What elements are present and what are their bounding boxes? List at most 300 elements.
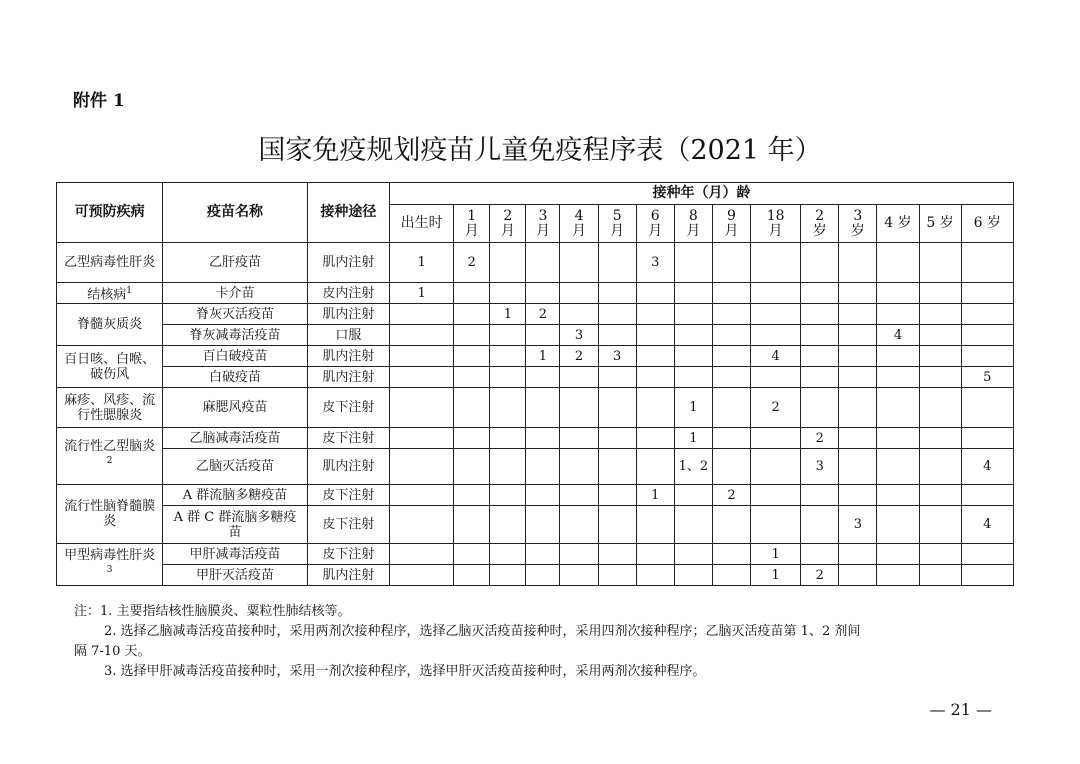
age-label-part: 岁 — [850, 222, 865, 239]
header-age-group: 接种年（月）龄 — [389, 183, 1013, 205]
dose-cell — [919, 243, 961, 283]
table-row — [57, 428, 1014, 449]
dose-cell — [389, 485, 453, 506]
dose-cell — [454, 304, 490, 325]
table-row — [57, 449, 1014, 485]
dose-cell — [490, 388, 526, 428]
dose-cell — [490, 428, 526, 449]
dose-cell: 1 — [751, 544, 801, 565]
table-row — [57, 485, 1014, 506]
dose-cell — [877, 565, 919, 586]
route-cell: 肌内注射 — [307, 346, 389, 367]
dose-cell: 3 — [801, 449, 839, 485]
disease-cell — [57, 544, 163, 586]
dose-cell — [839, 325, 877, 346]
dose-cell: 1 — [636, 485, 674, 506]
vaccine-name: 乙肝疫苗 — [163, 243, 307, 283]
age-header — [526, 205, 560, 243]
dose-cell — [712, 565, 750, 586]
dose-cell — [712, 506, 750, 544]
dose-cell — [801, 325, 839, 346]
dose-cell — [877, 506, 919, 544]
dose-cell — [454, 565, 490, 586]
age-header — [801, 205, 839, 243]
dose-cell — [389, 544, 453, 565]
dose-cell — [454, 485, 490, 506]
dose-cell — [839, 346, 877, 367]
dose-cell — [877, 449, 919, 485]
route-cell: 皮下注射 — [307, 428, 389, 449]
dose-cell — [598, 367, 636, 388]
dose-cell — [598, 485, 636, 506]
disease-cell — [57, 243, 163, 283]
footnotes — [74, 602, 1014, 682]
dose-cell — [526, 506, 560, 544]
dose-cell — [454, 346, 490, 367]
dose-cell — [751, 506, 801, 544]
table-row — [57, 367, 1014, 388]
dose-cell — [712, 304, 750, 325]
dose-cell — [598, 506, 636, 544]
dose-cell — [961, 304, 1013, 325]
dose-cell — [751, 428, 801, 449]
dose-cell: 1、2 — [674, 449, 712, 485]
age-label-part: 3 — [538, 207, 548, 224]
route-cell: 口服 — [307, 325, 389, 346]
dose-cell: 1 — [751, 565, 801, 586]
dose-cell — [526, 449, 560, 485]
vaccine-name: A 群 C 群流脑多糖疫苗 — [163, 506, 307, 544]
vaccine-name: 白破疫苗 — [163, 367, 307, 388]
disease-cell — [57, 485, 163, 544]
age-label-part: 8 — [688, 207, 698, 224]
route-cell: 皮下注射 — [307, 388, 389, 428]
dose-cell — [712, 325, 750, 346]
footnote-2: 2. 选择乙脑减毒活疫苗接种时，采用两剂次接种程序，选择乙脑灭活疫苗接种时，采用四剂次接种程序；乙脑灭活疫苗第 1、2 剂间 — [104, 624, 861, 639]
dose-cell — [839, 544, 877, 565]
age-label-part: 6 — [650, 207, 660, 224]
age-label-part: 5 — [612, 207, 622, 224]
dose-cell — [454, 506, 490, 544]
table-row — [57, 325, 1014, 346]
dose-cell: 2 — [454, 243, 490, 283]
table-row — [57, 346, 1014, 367]
dose-cell — [877, 367, 919, 388]
age-header — [961, 205, 1013, 243]
dose-cell — [839, 485, 877, 506]
age-header — [598, 205, 636, 243]
dose-cell — [919, 325, 961, 346]
dose-cell — [919, 506, 961, 544]
dose-cell — [839, 449, 877, 485]
vaccine-name: 麻腮风疫苗 — [163, 388, 307, 428]
dose-cell — [919, 367, 961, 388]
age-header — [454, 205, 490, 243]
dose-cell — [751, 325, 801, 346]
dose-cell: 2 — [526, 304, 560, 325]
dose-cell — [598, 243, 636, 283]
age-header — [490, 205, 526, 243]
dose-cell — [674, 346, 712, 367]
dose-cell — [454, 367, 490, 388]
dose-cell — [526, 544, 560, 565]
dose-cell — [919, 346, 961, 367]
age-header — [839, 205, 877, 243]
disease-cell — [57, 283, 163, 304]
footnote-ref: 3 — [106, 564, 113, 575]
dose-cell — [751, 449, 801, 485]
dose-cell — [961, 428, 1013, 449]
dose-cell — [674, 243, 712, 283]
route-cell: 肌内注射 — [307, 565, 389, 586]
dose-cell — [636, 388, 674, 428]
age-label-part: 月 — [464, 222, 479, 239]
dose-cell — [389, 367, 453, 388]
disease-cell — [57, 304, 163, 346]
table-row — [57, 283, 1014, 304]
dose-cell — [674, 506, 712, 544]
age-label-part: 月 — [724, 222, 739, 239]
dose-cell — [560, 304, 598, 325]
dose-cell — [712, 367, 750, 388]
dose-cell — [712, 243, 750, 283]
disease-name: 百日咳、白喉、破伤风 — [64, 351, 156, 382]
dose-cell — [674, 565, 712, 586]
vaccine-name: 卡介苗 — [163, 283, 307, 304]
dose-cell — [598, 544, 636, 565]
dose-cell: 4 — [961, 449, 1013, 485]
dose-cell — [490, 485, 526, 506]
dose-cell — [389, 346, 453, 367]
dose-cell — [454, 449, 490, 485]
table-row — [57, 565, 1014, 586]
footnote-1: 注：1. 主要指结核性脑膜炎、粟粒性肺结核等。 — [74, 604, 351, 619]
dose-cell — [801, 544, 839, 565]
dose-cell — [839, 243, 877, 283]
age-header — [919, 205, 961, 243]
route-cell: 肌内注射 — [307, 449, 389, 485]
dose-cell — [636, 428, 674, 449]
dose-cell — [712, 346, 750, 367]
attachment-label: 附件 1 — [73, 91, 125, 111]
dose-cell — [801, 506, 839, 544]
dose-cell — [560, 243, 598, 283]
age-label-part: 月 — [535, 222, 550, 239]
dose-cell — [490, 243, 526, 283]
dose-cell — [490, 565, 526, 586]
dose-cell — [712, 449, 750, 485]
dose-cell — [636, 325, 674, 346]
dose-cell — [877, 485, 919, 506]
footnote-ref: 1 — [126, 285, 133, 296]
age-label-part: 月 — [610, 222, 625, 239]
dose-cell — [526, 367, 560, 388]
age-label-part: 月 — [572, 222, 587, 239]
page-title: 国家免疫规划疫苗儿童免疫程序表（2021 年） — [258, 135, 822, 166]
vaccine-name: 百白破疫苗 — [163, 346, 307, 367]
dose-cell — [712, 388, 750, 428]
dose-cell — [674, 485, 712, 506]
dose-cell — [560, 565, 598, 586]
dose-cell — [961, 283, 1013, 304]
dose-cell: 1 — [674, 428, 712, 449]
dose-cell — [454, 428, 490, 449]
dose-cell — [560, 544, 598, 565]
dose-cell — [961, 388, 1013, 428]
immunization-schedule-table — [56, 182, 1014, 586]
footnote-3: 3. 选择甲肝减毒活疫苗接种时，采用一剂次接种程序，选择甲肝灭活疫苗接种时，采用两剂次接种程序。 — [104, 664, 706, 679]
vaccine-name: 乙脑减毒活疫苗 — [163, 428, 307, 449]
footnote-ref: 2 — [106, 456, 113, 467]
disease-cell — [57, 388, 163, 428]
table-row — [57, 388, 1014, 428]
vaccine-name: 甲肝减毒活疫苗 — [163, 544, 307, 565]
disease-name: 乙型病毒性肝炎 — [64, 255, 156, 270]
dose-cell — [389, 304, 453, 325]
age-label-part: 18 — [766, 207, 785, 224]
dose-cell — [674, 367, 712, 388]
dose-cell — [389, 565, 453, 586]
disease-name: 麻疹、风疹、流行性腮腺炎 — [64, 392, 156, 423]
dose-cell — [454, 283, 490, 304]
age-header — [674, 205, 712, 243]
dose-cell — [877, 544, 919, 565]
dose-cell — [919, 544, 961, 565]
dose-cell: 3 — [560, 325, 598, 346]
dose-cell — [801, 243, 839, 283]
dose-cell: 2 — [751, 388, 801, 428]
dose-cell — [839, 304, 877, 325]
header-vaccine: 疫苗名称 — [163, 183, 307, 243]
dose-cell — [598, 283, 636, 304]
dose-cell: 3 — [598, 346, 636, 367]
vaccine-name: 脊灰减毒活疫苗 — [163, 325, 307, 346]
dose-cell — [712, 283, 750, 304]
dose-cell — [560, 449, 598, 485]
dose-cell — [877, 346, 919, 367]
dose-cell — [636, 565, 674, 586]
dose-cell — [801, 485, 839, 506]
age-label-part: 9 — [727, 207, 736, 224]
dose-cell — [490, 283, 526, 304]
dose-cell: 4 — [751, 346, 801, 367]
age-header — [877, 205, 919, 243]
dose-cell — [839, 388, 877, 428]
age-label-part: 出生时 — [400, 215, 443, 231]
dose-cell: 5 — [961, 367, 1013, 388]
age-label-part: 月 — [686, 222, 701, 239]
disease-name: 流行性乙型脑炎 — [64, 439, 156, 455]
dose-cell — [526, 325, 560, 346]
age-label-part: 2 — [503, 207, 513, 224]
dose-cell: 4 — [877, 325, 919, 346]
dose-cell — [636, 544, 674, 565]
dose-cell — [674, 304, 712, 325]
header-route: 接种途径 — [307, 183, 389, 243]
age-header — [712, 205, 750, 243]
dose-cell — [839, 428, 877, 449]
dose-cell — [636, 506, 674, 544]
vaccine-name: 脊灰灭活疫苗 — [163, 304, 307, 325]
age-label-part: 6 岁 — [973, 215, 1001, 231]
disease-cell — [57, 346, 163, 388]
vaccine-name: 甲肝灭活疫苗 — [163, 565, 307, 586]
dose-cell — [839, 565, 877, 586]
dose-cell — [674, 325, 712, 346]
age-label-part: 4 岁 — [884, 215, 912, 231]
dose-cell — [961, 243, 1013, 283]
dose-cell — [490, 449, 526, 485]
dose-cell — [490, 346, 526, 367]
dose-cell — [839, 367, 877, 388]
table-row — [57, 506, 1014, 544]
dose-cell — [560, 367, 598, 388]
dose-cell — [712, 428, 750, 449]
dose-cell — [490, 544, 526, 565]
dose-cell — [919, 428, 961, 449]
dose-cell — [636, 283, 674, 304]
dose-cell — [526, 565, 560, 586]
dose-cell — [877, 304, 919, 325]
dose-cell — [919, 485, 961, 506]
dose-cell: 4 — [961, 506, 1013, 544]
dose-cell — [526, 388, 560, 428]
dose-cell — [877, 428, 919, 449]
dose-cell — [801, 283, 839, 304]
dose-cell — [490, 506, 526, 544]
dose-cell: 2 — [560, 346, 598, 367]
disease-name: 结核病 — [87, 287, 127, 303]
age-label-part: 3 — [853, 207, 863, 224]
dose-cell: 1 — [389, 243, 453, 283]
age-header — [751, 205, 801, 243]
dose-cell — [636, 346, 674, 367]
dose-cell — [751, 243, 801, 283]
age-label-part: 5 岁 — [926, 215, 954, 231]
page-number: — 21 — — [929, 700, 992, 719]
dose-cell — [801, 346, 839, 367]
disease-name: 流行性脑脊髓膜炎 — [64, 499, 156, 529]
dose-cell — [877, 388, 919, 428]
dose-cell — [389, 325, 453, 346]
dose-cell — [560, 388, 598, 428]
dose-cell — [636, 304, 674, 325]
dose-cell — [454, 544, 490, 565]
dose-cell — [961, 346, 1013, 367]
dose-cell: 1 — [389, 283, 453, 304]
age-label-part: 月 — [768, 222, 783, 239]
dose-cell — [560, 485, 598, 506]
route-cell: 肌内注射 — [307, 243, 389, 283]
table-row — [57, 304, 1014, 325]
dose-cell — [598, 325, 636, 346]
dose-cell — [877, 243, 919, 283]
dose-cell — [389, 388, 453, 428]
dose-cell — [526, 428, 560, 449]
table-row — [57, 544, 1014, 565]
dose-cell: 3 — [636, 243, 674, 283]
dose-cell — [598, 388, 636, 428]
dose-cell — [490, 325, 526, 346]
dose-cell — [801, 367, 839, 388]
dose-cell — [919, 565, 961, 586]
age-label-part: 4 — [574, 207, 584, 224]
route-cell: 皮下注射 — [307, 506, 389, 544]
dose-cell — [598, 304, 636, 325]
route-cell: 肌内注射 — [307, 304, 389, 325]
header-disease: 可预防疾病 — [57, 183, 163, 243]
age-header — [389, 205, 453, 243]
dose-cell — [598, 428, 636, 449]
table-row — [57, 243, 1014, 283]
disease-name: 甲型病毒性肝炎 — [64, 547, 156, 563]
dose-cell — [751, 485, 801, 506]
dose-cell — [751, 283, 801, 304]
dose-cell — [839, 283, 877, 304]
dose-cell: 2 — [712, 485, 750, 506]
dose-cell — [454, 388, 490, 428]
dose-cell — [389, 506, 453, 544]
dose-cell — [389, 428, 453, 449]
dose-cell — [560, 428, 598, 449]
age-label-part: 月 — [648, 222, 663, 239]
age-label-part: 2 — [815, 207, 825, 224]
dose-cell — [560, 506, 598, 544]
age-header — [560, 205, 598, 243]
dose-cell: 1 — [526, 346, 560, 367]
dose-cell — [560, 283, 598, 304]
vaccine-name: A 群流脑多糖疫苗 — [163, 485, 307, 506]
dose-cell — [919, 283, 961, 304]
route-cell: 皮下注射 — [307, 544, 389, 565]
dose-cell — [801, 388, 839, 428]
dose-cell — [526, 485, 560, 506]
dose-cell — [526, 283, 560, 304]
dose-cell — [598, 449, 636, 485]
dose-cell — [919, 304, 961, 325]
dose-cell — [674, 283, 712, 304]
dose-cell — [961, 485, 1013, 506]
dose-cell — [454, 325, 490, 346]
dose-cell — [961, 325, 1013, 346]
dose-cell — [961, 544, 1013, 565]
dose-cell — [526, 243, 560, 283]
disease-name: 脊髓灰质炎 — [77, 317, 143, 332]
dose-cell — [674, 544, 712, 565]
dose-cell — [389, 449, 453, 485]
footnote-2-cont: 隔 7-10 天。 — [74, 644, 151, 659]
age-label-part: 1 — [467, 207, 477, 224]
route-cell: 皮内注射 — [307, 283, 389, 304]
dose-cell — [877, 283, 919, 304]
dose-cell: 2 — [801, 565, 839, 586]
route-cell: 肌内注射 — [307, 367, 389, 388]
dose-cell — [751, 304, 801, 325]
dose-cell — [636, 367, 674, 388]
dose-cell: 1 — [674, 388, 712, 428]
vaccine-name: 乙脑灭活疫苗 — [163, 449, 307, 485]
dose-cell — [490, 367, 526, 388]
age-label-part: 岁 — [812, 222, 827, 239]
age-label-part: 月 — [500, 222, 515, 239]
disease-cell — [57, 428, 163, 485]
age-header — [636, 205, 674, 243]
dose-cell: 1 — [490, 304, 526, 325]
dose-cell — [919, 449, 961, 485]
dose-cell — [712, 544, 750, 565]
dose-cell — [636, 449, 674, 485]
dose-cell — [751, 367, 801, 388]
